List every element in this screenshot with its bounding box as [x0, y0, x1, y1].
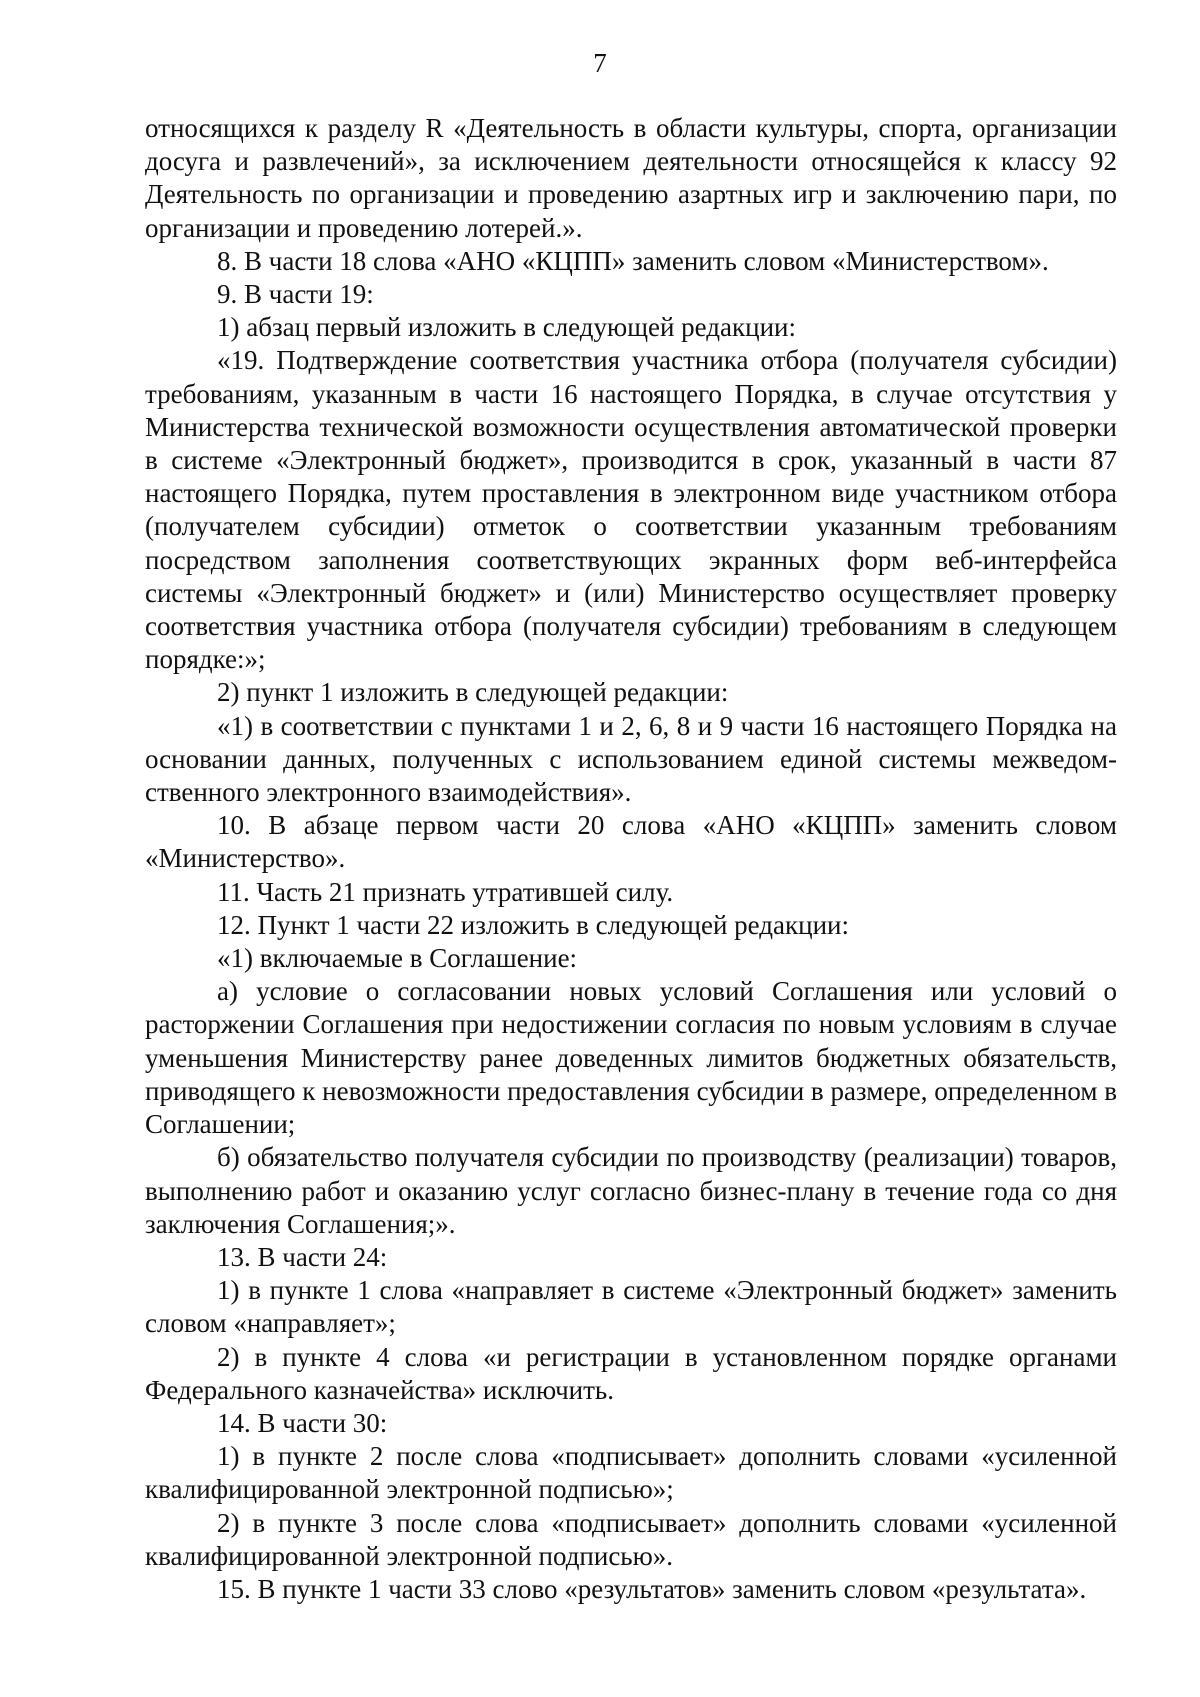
- document-body: [145, 112, 1117, 1606]
- paragraph-item-13: 13. В части 24:: [217, 1241, 388, 1272]
- paragraph-item-14-1: 1) в пункте 2 после слова «подписывает» дополнить словами «усиленной квалифицированной электронной подписью»;: [145, 1441, 1117, 1505]
- paragraph-item-13-1: 1) в пункте 1 слова «направляет в системе «Электронный бюджет» заменить словом «направляет»;: [145, 1275, 1117, 1339]
- paragraph-item-9: 9. В части 19:: [217, 279, 374, 310]
- paragraph-item-11: 11. Часть 21 признать утратившей силу.: [217, 876, 674, 907]
- paragraph-item-14-2: 2) в пункте 3 после слова «подписывает» дополнить словами «усиленной квалифицированной электронной подписью».: [145, 1507, 1117, 1571]
- paragraph-subitem-a: а) условие о согласовании новых условий Соглашения или условий о расторжении Соглашения при недостижении согласия по новым условиям в случае уменьшения Министерству ранее доведенных лимитов бюджетных обязательств, приводящего к невозможности предоставления субсидии в размере, определенном в Соглашении;: [145, 976, 1117, 1140]
- paragraph-item-9-1: 1) абзац первый изложить в следующей редакции:: [217, 312, 796, 343]
- paragraph-quote-19: «19. Подтверждение соответствия участника отбора (получателя субсидии) требованиям, указанным в части 16 настоящего Порядка, в случае отсутствия у Министерства технической возможности осуществления автоматической проверки в системе «Электронный бюджет», производится в срок, указанный в части 87 настоящего Порядка, путем проставления в электронном виде участником отбора (получателем субсидии) отметок о соответствии указанным требованиям посредством заполнения соответствующих экранных форм веб-интерфейса системы «Электронный бюджет» и (или) Министерство осуществляет проверку соответствия участника отбора (получателя субсидии) требованиям в следующем порядке:»;: [145, 345, 1117, 675]
- paragraph-quote-included: «1) включаемые в Соглашение:: [217, 943, 578, 974]
- paragraph-item-10: 10. В абзаце первом части 20 слова «АНО «КЦПП» заменить словом «Министерство».: [145, 810, 1117, 874]
- paragraph-quote-item-1: «1) в соответствии с пунктами 1 и 2, 6, 8 и 9 части 16 настоящего Порядка на основании данных, полученных с использованием единой системы межведом-ственного электронного взаимодействия».: [145, 710, 1117, 808]
- paragraph-item-14: 14. В части 30:: [217, 1407, 388, 1438]
- paragraph-item-12: 12. Пункт 1 части 22 изложить в следующей редакции:: [217, 909, 849, 940]
- paragraph-item-15: 15. В пункте 1 части 33 слово «результатов» заменить словом «результата».: [217, 1573, 1087, 1604]
- page-number: 7: [593, 48, 607, 78]
- paragraph-continuation: относящихся к разделу R «Деятельность в области культуры, спорта, организации досуга и развлечений», за исключением деятельности относящейся к классу 92 Деятельность по организации и проведению азартных игр и заключению пари, по организации и проведению лотерей.».: [145, 113, 1117, 243]
- paragraph-item-9-2: 2) пункт 1 изложить в следующей редакции:: [217, 677, 729, 708]
- paragraph-subitem-b: б) обязательство получателя субсидии по производству (реализации) товаров, выполнению работ и оказанию услуг согласно бизнес-плану в течение года со дня заключения Соглашения;».: [145, 1142, 1117, 1239]
- paragraph-item-13-2: 2) в пункте 4 слова «и регистрации в установленном порядке органами Федерального казначейства» исключить.: [145, 1341, 1117, 1405]
- paragraph-item-8: 8. В части 18 слова «АНО «КЦПП» заменить словом «Министерством».: [217, 245, 1049, 276]
